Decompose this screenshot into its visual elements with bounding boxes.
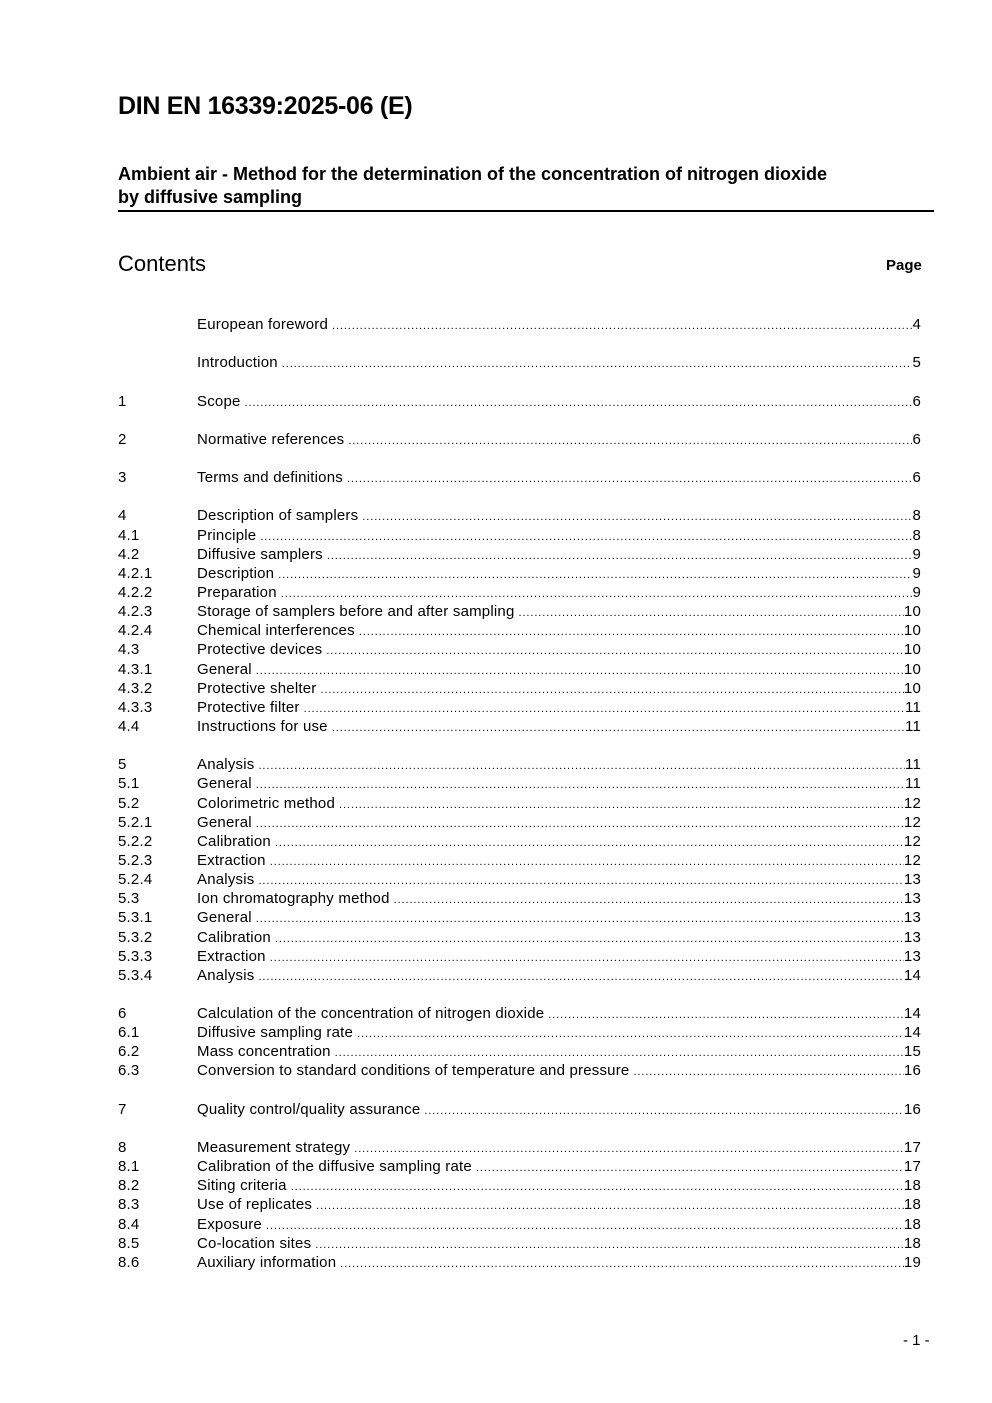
- toc-entry-number: 6.3: [118, 1062, 140, 1080]
- toc-entry-title: Normative references: [197, 430, 345, 448]
- toc-dot-leader: [354, 1140, 904, 1159]
- toc-dot-leader: [362, 508, 912, 527]
- title-divider: [118, 210, 934, 212]
- toc-entry[interactable]: [118, 621, 921, 640]
- toc-entry[interactable]: [118, 813, 921, 832]
- toc-entry-page: 6: [912, 392, 921, 410]
- toc-entry-page: 12: [903, 851, 921, 869]
- toc-entry-number: 5.2.3: [118, 851, 153, 869]
- toc-entry-number: 4.3.2: [118, 679, 153, 697]
- toc-entry-number: 3: [118, 469, 127, 487]
- toc-entry-title: Conversion to standard conditions of temperature and pressure: [197, 1062, 630, 1080]
- toc-entry-title: Analysis: [197, 871, 255, 889]
- toc-entry[interactable]: [118, 908, 921, 927]
- toc-entry-title: Extraction: [197, 851, 266, 869]
- toc-entry-page: 18: [903, 1215, 921, 1233]
- toc-entry-page: 6: [912, 469, 921, 487]
- toc-entry-title: Calibration: [197, 832, 271, 850]
- toc-entry[interactable]: [118, 430, 921, 449]
- toc-entry-title: Calibration of the diffusive sampling rate: [197, 1158, 472, 1176]
- toc-entry-page: 13: [903, 947, 921, 965]
- toc-dot-leader: [278, 566, 912, 585]
- toc-dot-leader: [424, 1102, 904, 1121]
- toc-entry-number: 5.3.1: [118, 909, 153, 927]
- toc-entry[interactable]: [118, 1215, 921, 1234]
- toc-entry-title: Analysis: [197, 756, 255, 774]
- toc-entry-title: Protective shelter: [197, 679, 317, 697]
- toc-entry-number: 4.2.4: [118, 622, 153, 640]
- toc-entry-page: 5: [912, 354, 921, 372]
- toc-entry[interactable]: [118, 1195, 921, 1214]
- toc-dot-leader: [339, 796, 904, 815]
- toc-dot-leader: [327, 547, 913, 566]
- toc-entry-page: 10: [903, 679, 921, 697]
- page-column-heading: Page: [886, 257, 922, 274]
- toc-entry-page: 13: [903, 871, 921, 889]
- toc-entry[interactable]: [118, 774, 921, 793]
- toc-dot-leader: [270, 853, 904, 872]
- toc-entry-number: 4.2.2: [118, 583, 153, 601]
- toc-dot-leader: [260, 528, 912, 547]
- toc-dot-leader: [258, 757, 905, 776]
- toc-entry[interactable]: [118, 966, 921, 985]
- toc-entry-page: 14: [903, 966, 921, 984]
- table-of-contents: [118, 315, 921, 1272]
- toc-entry[interactable]: [118, 832, 921, 851]
- toc-entry-page: 12: [903, 832, 921, 850]
- toc-dot-leader: [332, 719, 905, 738]
- toc-entry-title: Diffusive sampling rate: [197, 1024, 354, 1042]
- toc-entry-title: Scope: [197, 392, 241, 410]
- toc-entry[interactable]: [118, 1138, 921, 1157]
- toc-entry-number: 4.2.3: [118, 603, 153, 621]
- toc-entry-title: Diffusive samplers: [197, 545, 323, 563]
- toc-dot-leader: [275, 834, 904, 853]
- document-title-line-1: Ambient air - Method for the determination of the concentration of nitrogen dioxide: [118, 164, 828, 184]
- toc-entry-number: 7: [118, 1100, 127, 1118]
- toc-entry-number: 4.3: [118, 641, 140, 659]
- toc-entry-page: 15: [903, 1043, 921, 1061]
- toc-entry-title: Instructions for use: [197, 717, 328, 735]
- toc-entry[interactable]: [118, 851, 921, 870]
- toc-entry-number: 5: [118, 756, 127, 774]
- toc-entry-number: 4.3.1: [118, 660, 153, 678]
- toc-entry-number: 8.4: [118, 1215, 140, 1233]
- toc-entry-page: 10: [903, 622, 921, 640]
- toc-entry-page: 18: [903, 1196, 921, 1214]
- toc-entry-title: Analysis: [197, 966, 255, 984]
- toc-entry-page: 19: [903, 1253, 921, 1271]
- toc-dot-leader: [340, 1255, 904, 1274]
- toc-entry-title: Calculation of the concentration of nitrogen dioxide: [197, 1005, 545, 1023]
- toc-entry-page: 14: [903, 1024, 921, 1042]
- toc-dot-leader: [315, 1236, 904, 1255]
- toc-dot-leader: [270, 949, 904, 968]
- toc-entry-number: 1: [118, 392, 127, 410]
- toc-entry-page: 8: [912, 507, 921, 525]
- toc-dot-leader: [476, 1159, 904, 1178]
- toc-entry-page: 9: [912, 545, 921, 563]
- toc-entry-page: 11: [905, 717, 921, 735]
- toc-entry-title: Introduction: [197, 354, 278, 372]
- toc-entry-number: 4.4: [118, 717, 140, 735]
- toc-entry-page: 18: [903, 1234, 921, 1252]
- toc-entry[interactable]: [118, 564, 921, 583]
- toc-dot-leader: [320, 681, 903, 700]
- toc-entry-number: 6: [118, 1005, 127, 1023]
- toc-entry-title: Description: [197, 564, 275, 582]
- toc-entry-title: Principle: [197, 526, 257, 544]
- toc-entry-title: Terms and definitions: [197, 469, 343, 487]
- toc-dot-leader: [291, 1178, 904, 1197]
- toc-dot-leader: [357, 1025, 904, 1044]
- toc-entry[interactable]: [118, 1234, 921, 1253]
- toc-entry-number: 5.3.2: [118, 928, 153, 946]
- toc-entry[interactable]: [118, 928, 921, 947]
- toc-entry[interactable]: [118, 870, 921, 889]
- toc-entry-title: General: [197, 813, 252, 831]
- toc-entry-title: Chemical interferences: [197, 622, 355, 640]
- toc-entry-number: 8.2: [118, 1177, 140, 1195]
- toc-dot-leader: [332, 317, 912, 336]
- toc-entry-title: Protective devices: [197, 641, 323, 659]
- toc-entry-number: 8.3: [118, 1196, 140, 1214]
- toc-dot-leader: [519, 604, 904, 623]
- toc-entry[interactable]: [118, 392, 921, 411]
- toc-entry-number: 8.5: [118, 1234, 140, 1252]
- toc-entry-page: 10: [903, 660, 921, 678]
- toc-entry-number: 5.1: [118, 775, 140, 793]
- toc-entry-title: Mass concentration: [197, 1043, 331, 1061]
- toc-entry-page: 14: [903, 1005, 921, 1023]
- toc-entry-number: 5.2.2: [118, 832, 153, 850]
- toc-entry-page: 11: [905, 698, 921, 716]
- toc-entry[interactable]: [118, 506, 921, 525]
- toc-entry-page: 12: [903, 794, 921, 812]
- toc-entry-number: 4.2: [118, 545, 140, 563]
- toc-entry-number: 8.6: [118, 1253, 140, 1271]
- toc-entry-number: 8: [118, 1139, 127, 1157]
- toc-entry-title: Use of replicates: [197, 1196, 313, 1214]
- contents-heading: Contents: [118, 251, 207, 276]
- toc-entry-number: 6.2: [118, 1043, 140, 1061]
- toc-entry-title: Extraction: [197, 947, 266, 965]
- toc-entry-title: General: [197, 660, 252, 678]
- toc-entry[interactable]: [118, 353, 921, 372]
- toc-entry-number: 2: [118, 430, 127, 448]
- page-number: - 1 -: [903, 1332, 930, 1349]
- toc-entry-page: 13: [903, 890, 921, 908]
- toc-entry[interactable]: [118, 640, 921, 659]
- toc-dot-leader: [258, 872, 903, 891]
- toc-entry[interactable]: [118, 526, 921, 545]
- toc-entry[interactable]: [118, 947, 921, 966]
- toc-entry-page: 17: [903, 1139, 921, 1157]
- toc-entry-title: Siting criteria: [197, 1177, 287, 1195]
- toc-dot-leader: [256, 662, 904, 681]
- toc-entry[interactable]: [118, 717, 921, 736]
- toc-dot-leader: [281, 585, 913, 604]
- toc-entry-title: Auxiliary information: [197, 1253, 337, 1271]
- toc-entry-page: 16: [903, 1100, 921, 1118]
- toc-entry-page: 9: [912, 564, 921, 582]
- toc-entry[interactable]: [118, 794, 921, 813]
- toc-entry-number: 5.3.4: [118, 966, 153, 984]
- toc-entry[interactable]: [118, 698, 921, 717]
- toc-entry[interactable]: [118, 1004, 921, 1023]
- document-id: DIN EN 16339:2025-06 (E): [118, 92, 413, 120]
- toc-entry-page: 4: [912, 316, 921, 333]
- toc-entry-number: 5.2.1: [118, 813, 153, 831]
- toc-dot-leader: [256, 776, 905, 795]
- toc-entry[interactable]: [118, 755, 921, 774]
- toc-dot-leader: [326, 642, 904, 661]
- toc-entry[interactable]: [118, 1042, 921, 1061]
- toc-entry[interactable]: [118, 468, 921, 487]
- toc-dot-leader: [359, 623, 904, 642]
- toc-entry-title: Co-location sites: [197, 1234, 312, 1252]
- toc-entry-title: Measurement strategy: [197, 1139, 351, 1157]
- toc-entry-page: 8: [912, 526, 921, 544]
- toc-entry-title: General: [197, 775, 252, 793]
- toc-entry[interactable]: [118, 583, 921, 602]
- toc-entry-title: Preparation: [197, 583, 277, 601]
- toc-entry-title: Description of samplers: [197, 507, 359, 525]
- toc-entry-number: 8.1: [118, 1158, 140, 1176]
- toc-entry-page: 10: [903, 641, 921, 659]
- toc-dot-leader: [347, 470, 913, 489]
- toc-entry-page: 13: [903, 928, 921, 946]
- toc-dot-leader: [633, 1063, 903, 1082]
- toc-dot-leader: [394, 891, 904, 910]
- toc-entry[interactable]: [118, 1100, 921, 1119]
- toc-entry-page: 11: [905, 756, 921, 774]
- toc-entry-page: 16: [903, 1062, 921, 1080]
- toc-dot-leader: [245, 394, 913, 413]
- toc-dot-leader: [256, 910, 904, 929]
- toc-dot-leader: [256, 815, 904, 834]
- toc-entry-title: Protective filter: [197, 698, 300, 716]
- toc-entry-number: 4.2.1: [118, 564, 153, 582]
- toc-entry-page: 13: [903, 909, 921, 927]
- toc-dot-leader: [258, 968, 903, 987]
- toc-entry[interactable]: [118, 679, 921, 698]
- toc-entry[interactable]: [118, 1176, 921, 1195]
- toc-entry[interactable]: [118, 660, 921, 679]
- toc-dot-leader: [282, 355, 913, 374]
- toc-entry-number: 4: [118, 507, 127, 525]
- toc-entry[interactable]: [118, 1157, 921, 1176]
- toc-entry-number: 6.1: [118, 1024, 140, 1042]
- toc-entry-page: 11: [905, 775, 921, 793]
- toc-dot-leader: [304, 700, 905, 719]
- toc-dot-leader: [275, 930, 904, 949]
- toc-entry-title: Exposure: [197, 1215, 262, 1233]
- toc-entry-title: Storage of samplers before and after sampling: [197, 603, 515, 621]
- toc-entry-page: 17: [903, 1158, 921, 1176]
- toc-entry-number: 4.3.3: [118, 698, 153, 716]
- toc-entry[interactable]: [118, 545, 921, 564]
- toc-entry-title: General: [197, 909, 252, 927]
- toc-entry[interactable]: [118, 1023, 921, 1042]
- toc-entry-number: 5.2.4: [118, 871, 153, 889]
- toc-entry[interactable]: [118, 315, 921, 334]
- toc-entry-page: 18: [903, 1177, 921, 1195]
- document-title: [118, 163, 918, 209]
- toc-entry-page: 6: [912, 430, 921, 448]
- toc-entry-number: 4.1: [118, 526, 140, 544]
- document-title-line-2: by diffusive sampling: [118, 187, 303, 207]
- toc-entry-page: 12: [903, 813, 921, 831]
- toc-entry-page: 10: [903, 603, 921, 621]
- toc-entry[interactable]: [118, 1061, 921, 1080]
- toc-dot-leader: [548, 1006, 904, 1025]
- toc-entry-title: Quality control/quality assurance: [197, 1100, 421, 1118]
- toc-entry-number: 5.3: [118, 890, 140, 908]
- toc-entry[interactable]: [118, 889, 921, 908]
- toc-entry[interactable]: [118, 602, 921, 621]
- toc-dot-leader: [266, 1217, 904, 1236]
- toc-entry-title: European foreword: [197, 316, 328, 333]
- toc-dot-leader: [316, 1197, 904, 1216]
- toc-entry-page: 9: [912, 583, 921, 601]
- toc-entry-title: Calibration: [197, 928, 271, 946]
- toc-entry-title: Ion chromatography method: [197, 890, 390, 908]
- toc-dot-leader: [335, 1044, 904, 1063]
- toc-entry-number: 5.2: [118, 794, 140, 812]
- toc-dot-leader: [348, 432, 912, 451]
- toc-entry[interactable]: [118, 1253, 921, 1272]
- toc-entry-number: 5.3.3: [118, 947, 153, 965]
- toc-entry-title: Colorimetric method: [197, 794, 336, 812]
